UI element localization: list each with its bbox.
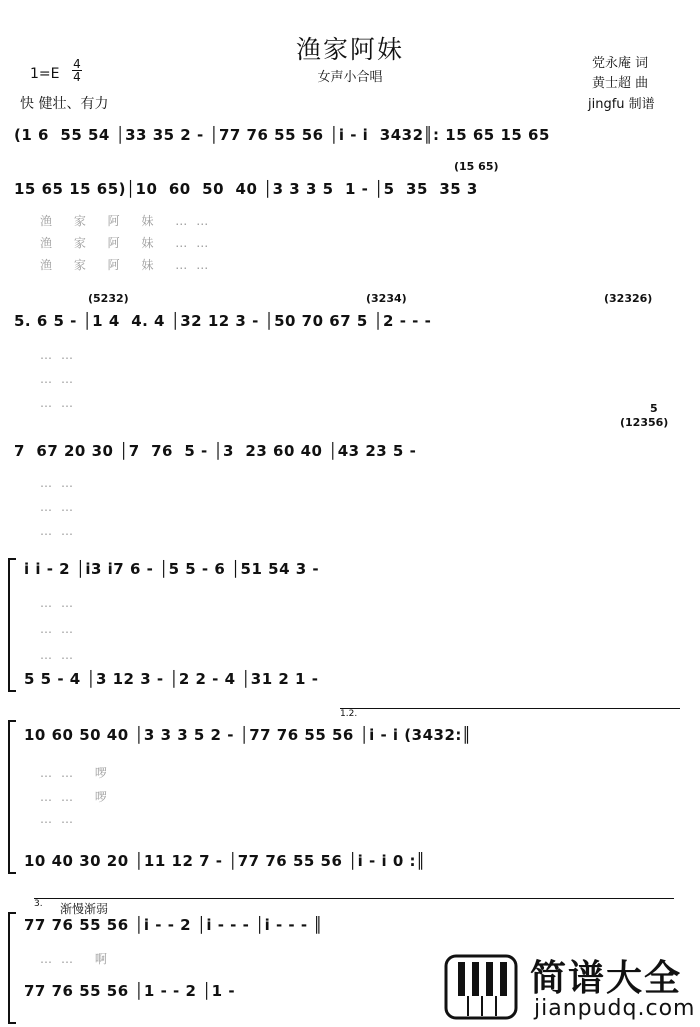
tempo-change-mark: 渐慢渐弱 [60,902,109,916]
melody-line: 7 67 20 30 │7 76 5 - │3 23 60 40 │43 23 5 - [14,442,423,460]
melody-line: 5. 6 5 - │1 4 4. 4 │32 12 3 - │50 70 67 5 │2 - - - [14,312,438,330]
lyric-line-3: …… [40,812,82,826]
lyric-line-2: …… [40,500,82,514]
melody-line: (1 6 55 54 │33 35 2 - │77 76 55 56 │i - i 3432║: 15 65 15 65 [14,126,550,144]
lyric-line-1: …… [40,348,82,362]
upper-melody-line: i i - 2 │i3 i7 6 - │5 5 - 6 │51 54 3 - [24,560,325,578]
meter-bottom: 4 [73,70,81,84]
piano-keys-icon [444,952,524,1022]
ornament-2: (3234) [366,292,407,305]
part-brace [8,720,16,874]
lower-melody-line: 10 40 30 20 │11 12 7 - │77 76 55 56 │i - i 0 :║ [24,852,426,870]
arranger-credit: jingfu 制谱 [588,97,655,112]
volta-bracket: 1.2. [340,708,680,719]
ornament-3: (32326) [604,292,653,305]
tempo-marking: 快 健壮、有力 [20,96,109,112]
lyric-line-2: …… [40,372,82,386]
lyric-line-2: …… [40,622,82,636]
lyric-line-1: 渔 家 阿 妹 …… [40,214,218,228]
song-title: 渔家阿妹 [295,35,404,64]
lower-melody-line: 5 5 - 4 │3 12 3 - │2 2 - 4 │31 2 1 - [24,670,325,688]
lower-melody-line: 77 76 55 56 │1 - - 2 │1 - [24,982,241,1000]
lyric-line-3: …… [40,648,82,662]
lyric-line-1: …… [40,476,82,490]
key-signature: 1=E [30,66,60,82]
lyric-line-1: …… [40,596,82,610]
ornament-1: (5232) [88,292,129,305]
part-brace [8,912,16,1024]
lyric-line-2: 渔 家 阿 妹 …… [40,236,218,250]
site-logo [444,950,694,1025]
part-brace [8,558,16,692]
meter-top: 4 [73,57,81,71]
song-subtitle: 女声小合唱 [317,70,383,85]
upper-melody-line: 10 60 50 40 │3 3 3 5 2 - │77 76 55 56 │i - i (3432:║ [24,726,472,744]
logo-url: jianpudq.com [534,996,696,1021]
lyricist-credit: 党永庵 词 [592,56,649,71]
lyric-line-1: …… 啊 [40,952,116,966]
composer-credit: 黄士超 曲 [592,76,649,91]
ornament-2: (12356) [620,416,669,429]
lyric-line-3: 渔 家 阿 妹 …… [40,258,218,272]
ornament-1: 5 [650,402,658,415]
time-signature [72,58,82,83]
lyric-line-3: …… [40,396,82,410]
lyric-line-1: …… 啰 [40,766,116,780]
lyric-line-3: …… [40,524,82,538]
melody-line: 15 65 15 65)│10 60 50 40 │3 3 3 5 1 - │5 35 35 3 [14,180,484,198]
lyric-line-2: …… 啰 [40,790,116,804]
upper-melody-line: 77 76 55 56 │i - - 2 │i - - - │i - - - ║ [24,916,323,934]
volta-bracket: 3. [34,898,674,909]
ornament: (15 65) [454,160,499,173]
logo-text: 简谱大全 [530,958,683,999]
